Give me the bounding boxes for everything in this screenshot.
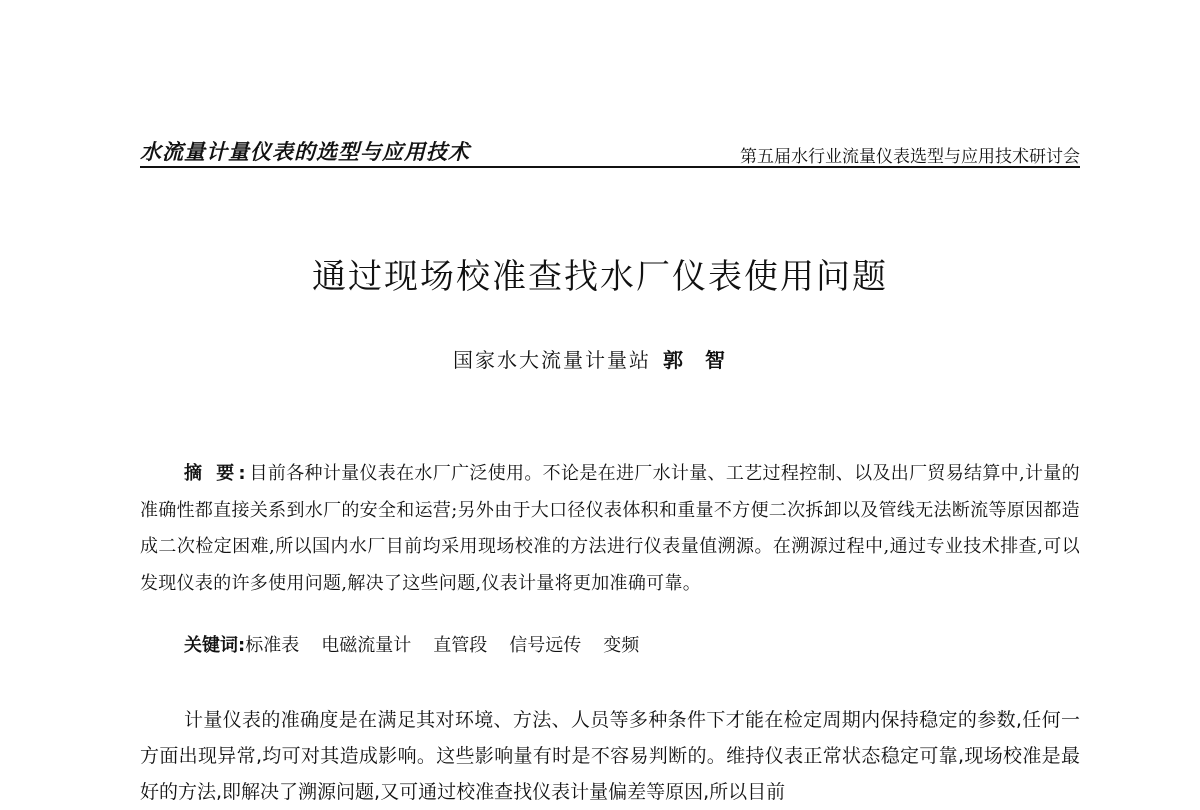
keywords-label: 关键词: [184, 635, 246, 656]
keywords [184, 632, 1080, 660]
keyword-item: 变频 [603, 635, 640, 656]
author-affiliation: 国家水大流量计量站 [453, 348, 651, 372]
keyword-item: 直管段 [433, 635, 488, 656]
abstract-label: 摘 要: [184, 463, 250, 484]
body-paragraph: 计量仪表的准确度是在满足其对环境、方法、人员等多种条件下才能在检定周期内保持稳定的参数,任何一方面出现异常,均可对其造成影响。这些影响量有时是不容易判断的。维持仪表正常状态稳定可靠,现场校准是最好的方法,即解决了溯源问题,又可通过校准查找仪表计量偏差等原因,所以目前 [140, 709, 1080, 803]
header-conference-title: 第五届水行业流量仪表选型与应用技术研讨会 [740, 147, 1080, 167]
abstract-text: 目前各种计量仪表在水厂广泛使用。不论是在进厂水计量、工艺过程控制、以及出厂贸易结算中,计量的准确性都直接关系到水厂的安全和运营;另外由于大口径仪表体积和重量不方便二次拆卸以及管线无法断流等原因都造成二次检定困难,所以国内水厂目前均采用现场校准的方法进行仪表量值溯源。在溯源过程中,通过专业技术排查,可以发现仪表的许多使用问题,解决了这些问题,仪表计量将更加准确可靠。 [140, 463, 1080, 594]
author-name: 郭智 [663, 348, 747, 372]
keyword-item: 信号远传 [509, 635, 582, 656]
running-header [140, 136, 1080, 168]
paper-title: 通过现场校准查找水厂仪表使用问题 [312, 257, 888, 297]
keyword-item: 标准表 [245, 635, 300, 656]
keyword-item: 电磁流量计 [321, 635, 412, 656]
byline [0, 344, 1200, 373]
header-book-title: 水流量计量仪表的选型与应用技术 [140, 139, 470, 164]
abstract [140, 456, 1080, 602]
